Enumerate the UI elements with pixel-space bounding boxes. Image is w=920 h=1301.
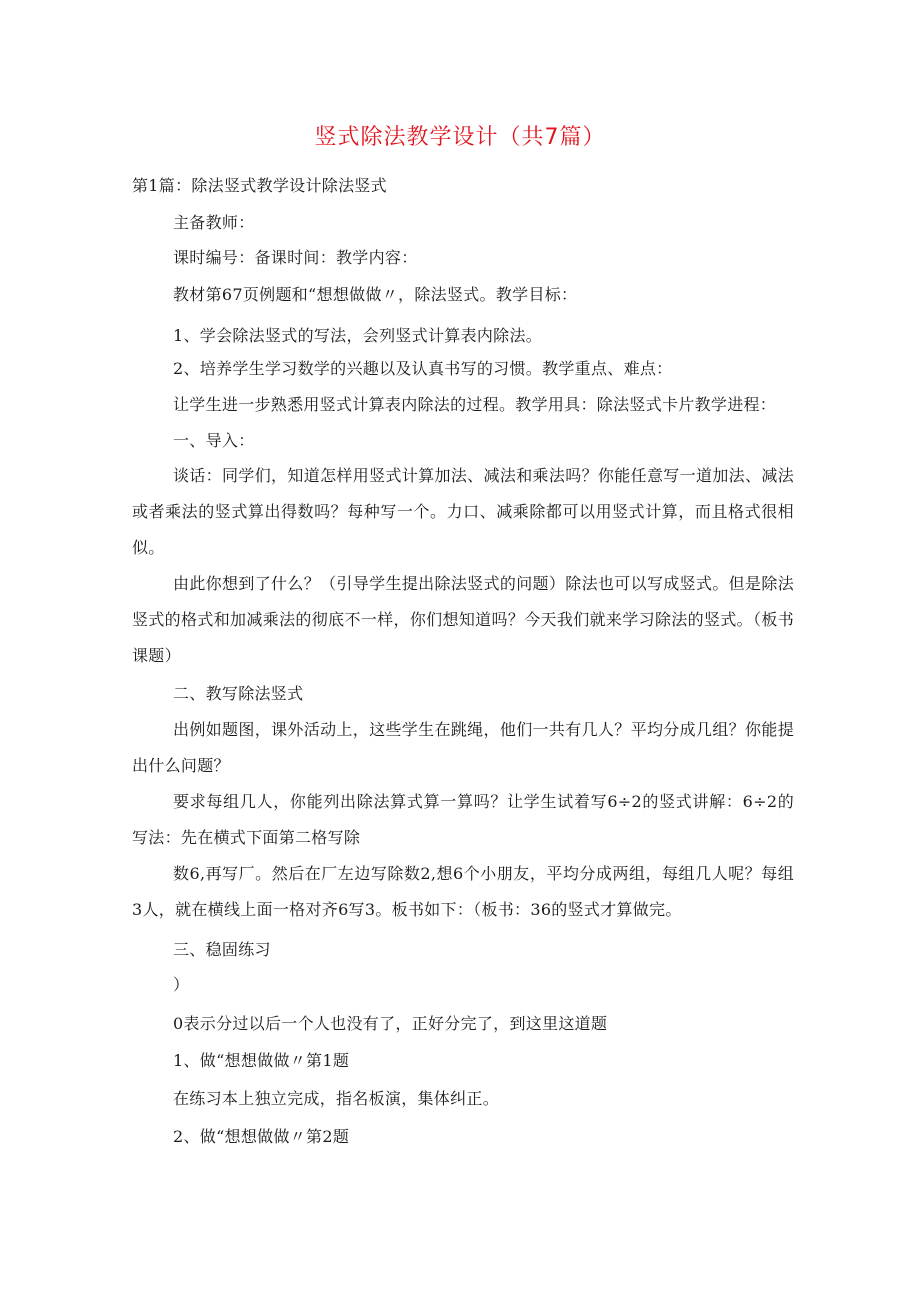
talk-paragraph: 谈话：同学们，知道怎样用竖式计算加法、减法和乘法吗？你能任意写一道加法、减法或者乘法的竖式算出得数吗？每种写一个。力口、减乘除都可以用竖式计算，而且格式很相似。 [132, 466, 794, 557]
section-1-heading: 一、导入： [173, 431, 255, 450]
write-paragraph: 数6,再写厂。然后在厂左边写除数2,想6个小朋友，平均分成两组，每组几人呢？每组3人，就在横线上面一格对齐6写3。板书如下：（板书：36的竖式才算做完。 [132, 864, 794, 919]
goal-2: 2、培养学生学习数学的兴趣以及认真书写的习惯。教学重点、难点： [173, 359, 673, 378]
section-3-heading: 三、稳固练习 [173, 940, 271, 959]
ask-paragraph: 要求每组几人，你能列出除法算式算一算吗？让学生试着写6÷2的竖式讲解：6÷2的写法：先在横式下面第二格写除 [132, 792, 794, 847]
goal-1: 1、学会除法竖式的写法，会列竖式计算表内除法。 [173, 326, 543, 345]
practice-2: 2、做“想想做做〃第2题 [173, 1127, 350, 1146]
teacher-line: 主备教师： [173, 213, 255, 232]
zero-explanation: 0表示分过以后一个人也没有了，正好分完了，到这里这道题 [173, 1014, 608, 1033]
difficulty-line: 让学生进一步熟悉用竖式计算表内除法的过程。教学用具：除法竖式卡片教学进程： [173, 395, 777, 414]
meta-line: 课时编号：备课时间：教学内容： [173, 248, 418, 267]
practice-1: 1、做“想想做做〃第1题 [173, 1051, 350, 1070]
example-paragraph: 出例如题图，课外活动上，这些学生在跳绳，他们一共有几人？平均分成几组？你能提出什么问题？ [132, 720, 794, 775]
closing-paren: ） [173, 975, 190, 994]
chapter-heading: 第1篇：除法竖式教学设计除法竖式 [132, 176, 387, 195]
document-title: 竖式除法教学设计（共7篇） [314, 125, 606, 150]
guide-paragraph: 由此你想到了什么？（引导学生提出除法竖式的问题）除法也可以写成竖式。但是除法竖式的格式和加减乘法的彻底不一样，你们想知道吗？今天我们就来学习除法的竖式。（板书课题） [132, 574, 794, 665]
section-2-heading: 二、教写除法竖式 [173, 684, 304, 703]
content-line: 教材第67页例题和“想想做做〃，除法竖式。教学目标： [173, 285, 578, 304]
practice-1-note: 在练习本上独立完成，指名板演，集体纠正。 [173, 1089, 500, 1108]
